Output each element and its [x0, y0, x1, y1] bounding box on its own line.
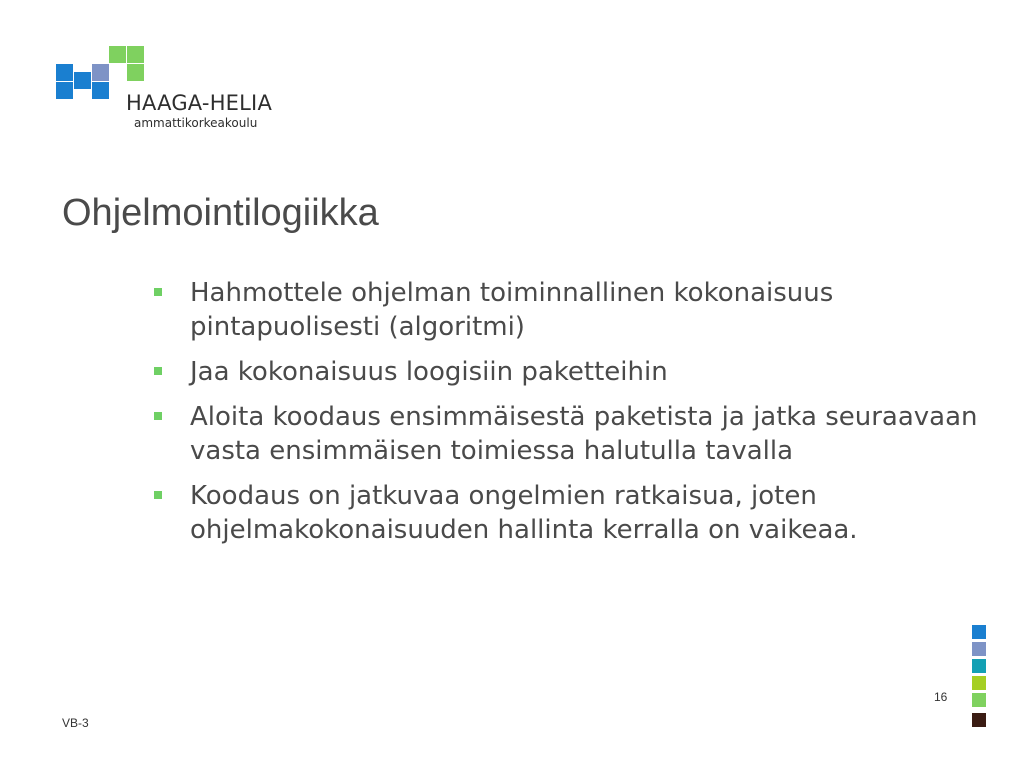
bullet-square-icon — [154, 288, 162, 296]
bullet-square-icon — [154, 367, 162, 375]
page-number: 16 — [934, 690, 948, 704]
bullet-item — [150, 276, 980, 344]
decoration-square — [972, 642, 986, 656]
bullet-text: Jaa kokonaisuus loogisiin paketteihin — [190, 357, 668, 387]
logo-name: HAAGA-HELIA — [126, 91, 273, 115]
logo-square — [74, 72, 91, 89]
haaga-helia-logo — [56, 46, 296, 136]
decoration-squares — [972, 625, 986, 727]
decoration-square — [972, 676, 986, 690]
logo-subtitle: ammattikorkeakoulu — [134, 116, 258, 130]
slide-title: Ohjelmointilogiikka — [62, 192, 379, 234]
bullet-text: Hahmottele ohjelman toiminnallinen kokonaisuus pintapuolisesti (algoritmi) — [190, 278, 834, 342]
bullet-square-icon — [154, 491, 162, 499]
bullet-item — [150, 479, 980, 547]
bullet-item — [150, 400, 980, 468]
logo-square — [56, 64, 73, 81]
decoration-square — [972, 693, 986, 707]
logo-square — [127, 46, 144, 63]
decoration-square — [972, 659, 986, 673]
logo-square — [127, 64, 144, 81]
logo-square — [109, 46, 126, 63]
bullet-list — [150, 276, 980, 558]
decoration-square — [972, 625, 986, 639]
bullet-text: Aloita koodaus ensimmäisestä paketista ja jatka seuraavaan vasta ensimmäisen toimiessa halutulla tavalla — [190, 402, 978, 466]
footer-code: VB-3 — [62, 716, 89, 730]
decoration-square — [972, 713, 986, 727]
bullet-text: Koodaus on jatkuvaa ongelmien ratkaisua, joten ohjelmakokonaisuuden hallinta kerralla on vaikeaa. — [190, 481, 858, 545]
logo-square — [92, 82, 109, 99]
bullet-square-icon — [154, 412, 162, 420]
logo-square — [92, 64, 109, 81]
bullet-item — [150, 355, 980, 389]
logo-square — [56, 82, 73, 99]
